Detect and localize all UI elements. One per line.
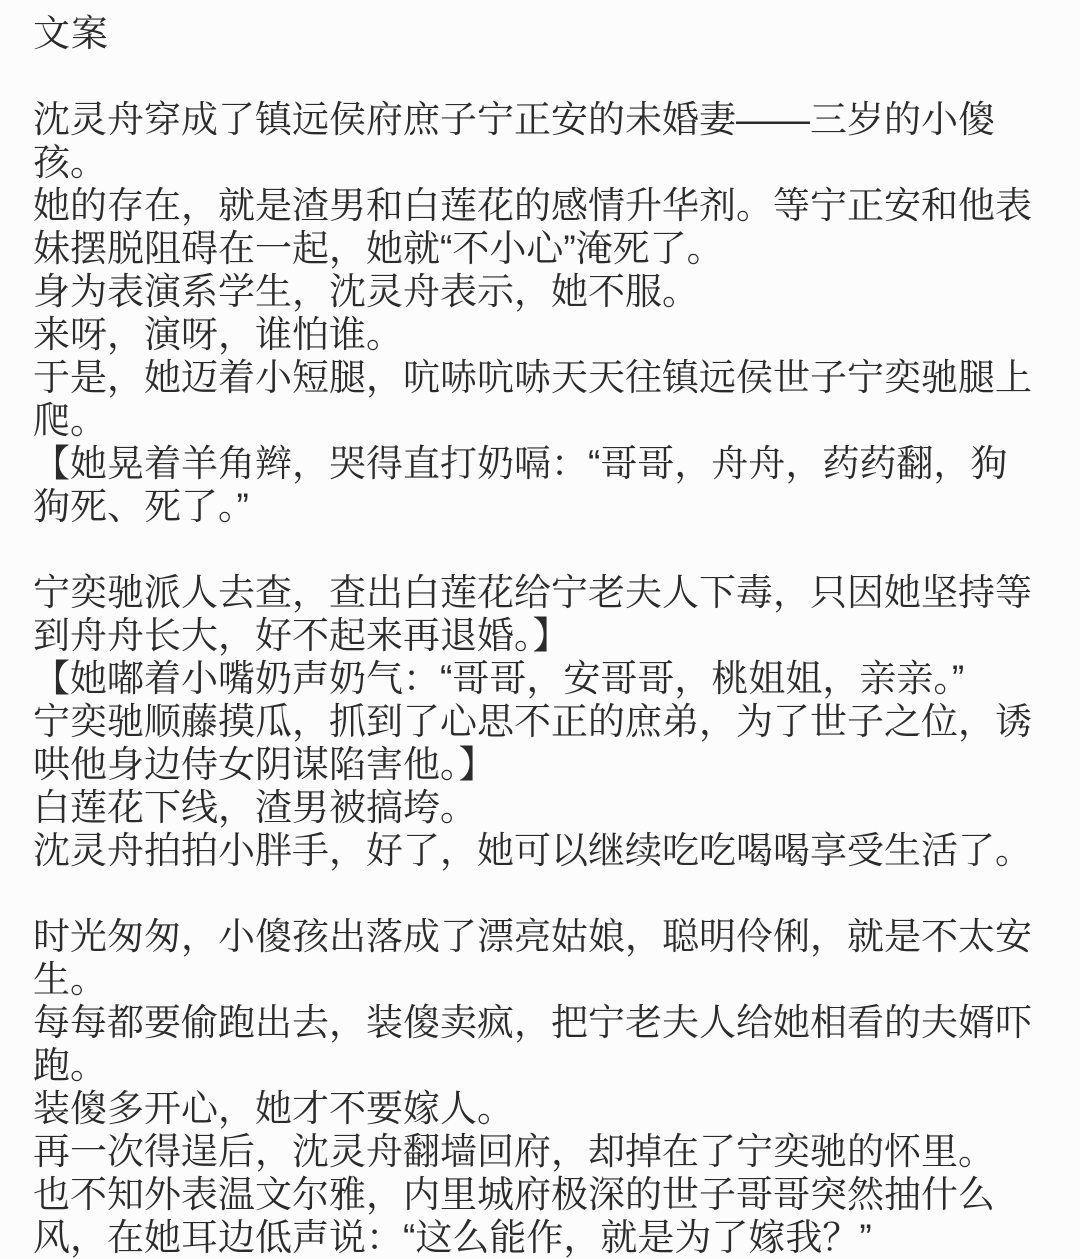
text-line: 沈灵舟穿成了镇远侯府庶子宁正安的未婚妻——三岁的小傻 bbox=[33, 99, 995, 140]
text-line: 生。 bbox=[33, 959, 107, 1000]
text-line: 跑。 bbox=[33, 1045, 107, 1086]
text-line: 身为表演系学生，沈灵舟表示，她不服。 bbox=[33, 271, 699, 312]
text-line: 风，在她耳边低声说：“这么能作，就是为了嫁我？” bbox=[33, 1217, 872, 1258]
text-line: 狗死、死了。” bbox=[33, 486, 249, 527]
text-line bbox=[33, 872, 1060, 915]
text-line: 哄他身边侍女阴谋陷害他。】 bbox=[33, 744, 496, 785]
text-line: 也不知外表温文尔雅，内里城府极深的世子哥哥突然抽什么 bbox=[33, 1174, 995, 1215]
text-line: 【她嘟着小嘴奶声奶气：“哥哥，安哥哥，桃姐姐，亲亲。” bbox=[33, 658, 965, 699]
text-line: 宁奕驰派人去查，查出白莲花给宁老夫人下毒，只因她坚持等 bbox=[33, 572, 1032, 613]
text-line: 每每都要偷跑出去，装傻卖疯，把宁老夫人给她相看的夫婿吓 bbox=[33, 1002, 1032, 1043]
text-line bbox=[33, 55, 1060, 98]
text-line: 来呀，演呀，谁怕谁。 bbox=[33, 314, 403, 355]
text-line: 于是，她迈着小短腿，吭哧吭哧天天往镇远侯世子宁奕驰腿上 bbox=[33, 357, 1032, 398]
text-line: 白莲花下线，渣男被搞垮。 bbox=[33, 787, 477, 828]
document-title: 文案 bbox=[33, 13, 109, 54]
text-line: 到舟舟长大，好不起来再退婚。】 bbox=[33, 615, 570, 656]
text-line: 妹摆脱阻碍在一起，她就“不小心”淹死了。 bbox=[33, 228, 724, 269]
text-line: 她的存在，就是渣男和白莲花的感情升华剂。等宁正安和他表 bbox=[33, 185, 1032, 226]
text-line: 再一次得逞后，沈灵舟翻墙回府，却掉在了宁奕驰的怀里。 bbox=[33, 1131, 995, 1172]
text-line: 孩。 bbox=[33, 142, 107, 183]
text-line: 宁奕驰顺藤摸瓜，抓到了心思不正的庶弟，为了世子之位，诱 bbox=[33, 701, 1032, 742]
text-line: 装傻多开心，她才不要嫁人。 bbox=[33, 1088, 514, 1129]
text-line: 时光匆匆，小傻孩出落成了漂亮姑娘，聪明伶俐，就是不太安 bbox=[33, 916, 1032, 957]
text-line bbox=[33, 528, 1060, 571]
text-line: 【她晃着羊角辫，哭得直打奶嗝：“哥哥，舟舟，药药翻，狗 bbox=[33, 443, 1008, 484]
text-line: 沈灵舟拍拍小胖手，好了，她可以继续吃吃喝喝享受生活了。 bbox=[33, 830, 1032, 871]
text-line: 爬。 bbox=[33, 400, 107, 441]
